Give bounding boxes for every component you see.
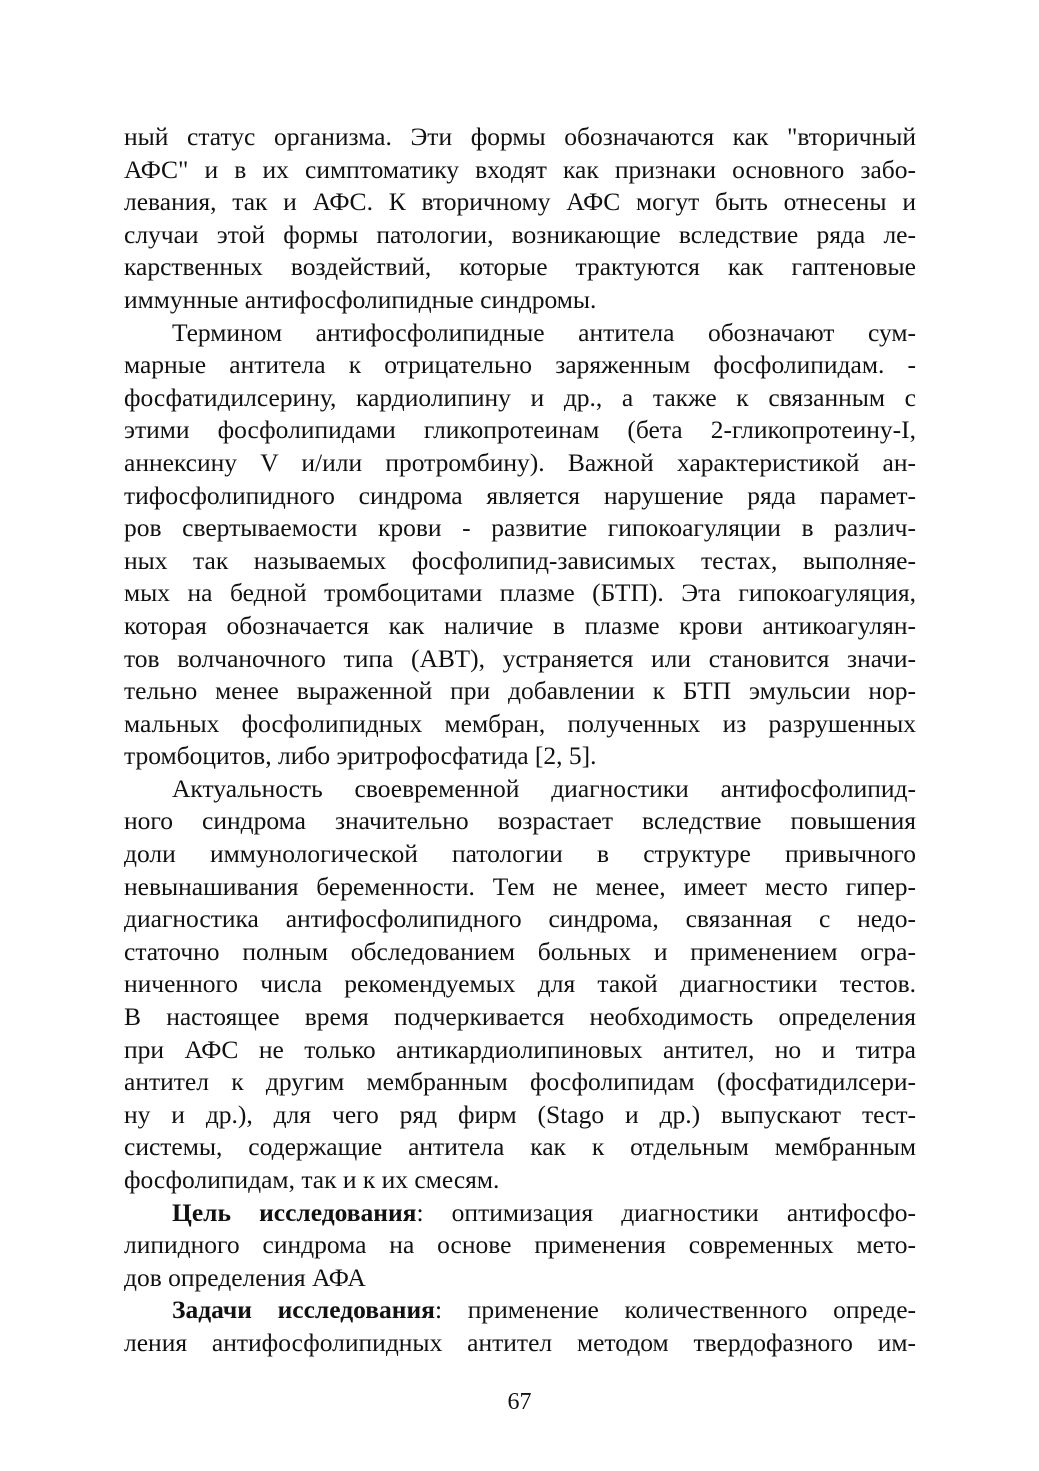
text-line: аннексину V и/или протромбину). Важной характеристикой ан-	[124, 447, 916, 477]
text-line: которая обозначается как наличие в плазме крови антикоагулян-	[124, 610, 916, 640]
text-line: фосфатидилсерину, кардиолипину и др., а также к связанным с	[124, 382, 916, 412]
text-line: ного синдрома значительно возрастает вследствие повышения	[124, 806, 916, 836]
text-line: липидного синдрома на основе применения современных мето-	[124, 1230, 916, 1260]
paragraph-secondary-aps	[124, 121, 916, 317]
text-line: тромбоцитов, либо эритрофосфатида [2, 5].	[124, 741, 597, 771]
paragraph-antibodies-definition	[124, 317, 916, 773]
goal-heading: Цель исследования	[172, 1197, 417, 1227]
page-body	[124, 121, 916, 1360]
text-line	[124, 1197, 916, 1230]
text-line: этими фосфолипидами гликопротеинам (бета 2-гликопротеину-I,	[124, 415, 916, 445]
goal-lead-text: : оптимизация диагностики антифосфо-	[416, 1197, 916, 1227]
text-line: статочно полным обследованием больных и применением огра-	[124, 936, 916, 966]
text-line: иммунные антифосфолипидные синдромы.	[124, 284, 597, 314]
text-line: В настоящее время подчеркивается необходимость определения	[124, 1002, 916, 1032]
text-line: случаи этой формы патологии, возникающие вследствие ряда ле-	[124, 219, 916, 249]
text-line: Термином антифосфолипидные антитела обозначают сум-	[172, 317, 916, 347]
text-line: диагностика антифосфолипидного синдрома, связанная с недо-	[124, 904, 916, 934]
text-line: тельно менее выраженной при добавлении к БТП эмульсии нор-	[124, 676, 916, 706]
text-line: системы, содержащие антитела как к отдельным мембранным	[124, 1132, 916, 1162]
text-line: антител к другим мембранным фосфолипидам (фосфатидилсери-	[124, 1067, 916, 1097]
text-line: при АФС не только антикардиолипиновых антител, но и титра	[124, 1034, 916, 1064]
text-line: ных так называемых фосфолипид-зависимых тестах, выполняе-	[124, 545, 916, 575]
text-line: ниченного числа рекомендуемых для такой диагностики тестов.	[124, 969, 916, 999]
text-line: тов волчаночного типа (АВТ), устраняется или становится значи-	[124, 643, 916, 673]
text-line: Актуальность своевременной диагностики антифосфолипид-	[172, 773, 916, 803]
paragraph-research-goal	[124, 1197, 916, 1295]
tasks-heading: Задачи исследования	[172, 1295, 435, 1325]
text-line: мых на бедной тромбоцитами плазме (БТП). Эта гипокоагуляция,	[124, 578, 916, 608]
text-line: дов определения АФА	[124, 1262, 366, 1292]
text-line: мальных фосфолипидных мембран, полученных из разрушенных	[124, 708, 916, 738]
paragraph-research-tasks	[124, 1294, 916, 1359]
text-line: доли иммунологической патологии в структуре привычного	[124, 839, 916, 869]
page-number: 67	[507, 1389, 532, 1415]
text-line: левания, так и АФС. К вторичному АФС могут быть отнесены и	[124, 187, 916, 217]
text-line: ный статус организма. Эти формы обозначаются как "вторичный	[124, 122, 916, 151]
text-line: ров свертываемости крови - развитие гипокоагуляции в различ-	[124, 513, 916, 543]
text-line: карственных воздействий, которые трактуются как гаптеновые	[124, 252, 916, 282]
text-line: ну и др.), для чего ряд фирм (Stago и др.) выпускают тест-	[124, 1099, 916, 1129]
text-line: марные антитела к отрицательно заряженным фосфолипидам. -	[124, 350, 916, 380]
paragraph-diagnostics-relevance	[124, 773, 916, 1197]
text-line: ления антифосфолипидных антител методом твердофазного им-	[124, 1327, 916, 1357]
text-line	[124, 1294, 916, 1327]
text-line: невынашивания беременности. Тем не менее, имеет место гипер-	[124, 871, 916, 901]
tasks-lead-text: : применение количественного опреде-	[434, 1295, 917, 1325]
text-line: АФС" и в их симптоматику входят как признаки основного забо-	[124, 154, 916, 184]
text-line: фосфолипидам, так и к их смесям.	[124, 1165, 500, 1194]
text-line: тифосфолипидного синдрома является нарушение ряда парамет-	[124, 480, 916, 510]
